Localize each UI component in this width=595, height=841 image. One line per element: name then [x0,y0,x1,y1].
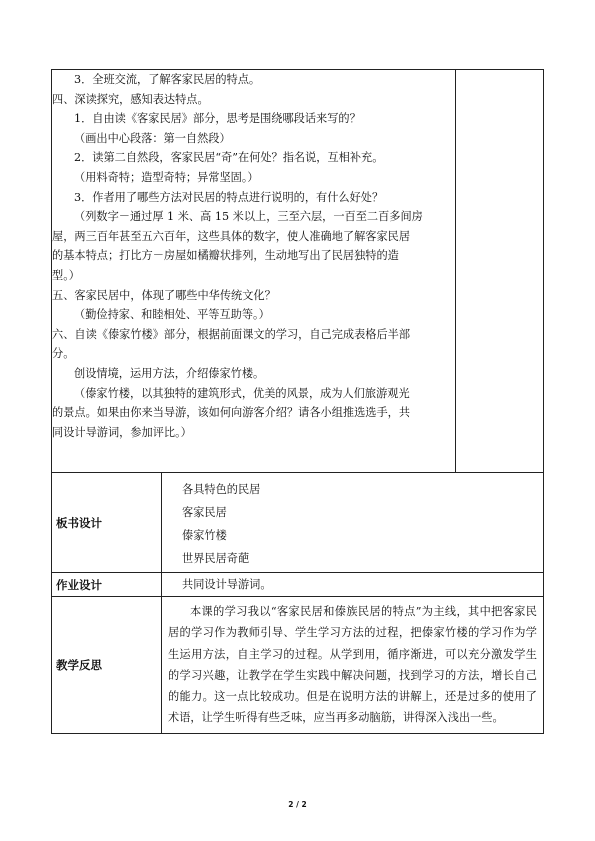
lesson-line: 2．读第二自然段，客家民居“奇”在何处？指名说，互相补充。 [74,151,384,165]
lesson-line: 屋，两三百年甚至五六百年，这些具体的数字，使人准确地了解客家民居 [52,229,411,243]
board-line: 各具特色的民居 [182,483,261,496]
lesson-line: 六、自读《傣家竹楼》部分，根据前面课文的学习，自己完成表格后半部 [52,327,411,341]
lesson-line: （用料奇特；造型奇特；异常坚固。） [74,170,259,184]
lesson-line: 创设情境，运用方法，介绍傣家竹楼。 [74,366,265,380]
lesson-line: （列数字－通过厚 1 米、高 15 米以上，三至六层，一百至二百多间房 [74,210,423,224]
lesson-line: 的基本特点；打比方－房屋如橘瓣状排列，生动地写出了民居独特的造 [52,249,399,263]
homework-label: 作业设计 [52,573,162,597]
teaching-process-row [52,70,544,473]
page-number: 2 / 2 [288,800,307,809]
lesson-line: 3．作者用了哪些方法对民居的特点进行说明的，有什么好处？ [74,190,384,204]
lesson-line: 五、客家民居中，体现了哪些中华传统文化？ [52,288,276,302]
reflection-text: 本课的学习我以“客家民居和傣族民居的特点”为主线，其中把客家民居的学习作为教师引导、学生学习方法的过程，把傣家竹楼的学习作为学生运用方法，自主学习的过程。从学到用，循序渐进，可以充分激发学生的学习兴趣，让教学在学生实践中解决问题，找到学习的方法，增长自己的能力。这一点比较成功。但是在说明方法的讲解上，还是过多的使用了术语，让学生听得有些乏味，应当再多动脑筋，讲得深入浅出一些。 [168,605,537,725]
lesson-line: （画出中心段落：第一自然段） [74,131,231,145]
reflection-row [52,597,544,734]
board-design-row [52,473,544,573]
homework-text: 共同设计导游词。 [182,578,272,591]
lesson-plan-table [51,69,544,734]
lesson-line: （傣家竹楼，以其独特的建筑形式，优美的风景，成为人们旅游观光 [74,386,410,400]
homework-row [52,573,544,597]
board-design-label: 板书设计 [52,473,162,573]
lesson-line: 同设计导游词，参加评比。） [52,425,192,439]
teaching-process-text [52,70,455,442]
reflection-content [162,597,544,734]
lesson-line: 型。） [52,268,80,282]
board-line: 客家民居 [182,506,227,519]
lesson-line: （勤俭持家、和睦相处、平等互助等。） [74,308,270,322]
board-design-content [162,473,544,573]
board-line: 世界民居奇葩 [182,552,250,565]
lesson-line: 分。 [52,347,75,361]
lesson-line: 四、深读探究，感知表达特点。 [52,92,209,106]
board-line: 傣家竹楼 [182,529,227,542]
lesson-line: 1．自由读《客家民居》部分，思考是围绕哪段话来写的？ [74,112,361,126]
lesson-line: 3．全班交流，了解客家民居的特点。 [74,73,261,86]
homework-content [162,573,544,597]
reflection-label: 教学反思 [52,597,162,734]
teaching-process-cell [52,70,456,473]
lesson-line: 的景点。如果由你来当导游，该如何向游客介绍？请各小组推选选手，共 [52,406,411,420]
side-notes-cell [456,70,544,473]
